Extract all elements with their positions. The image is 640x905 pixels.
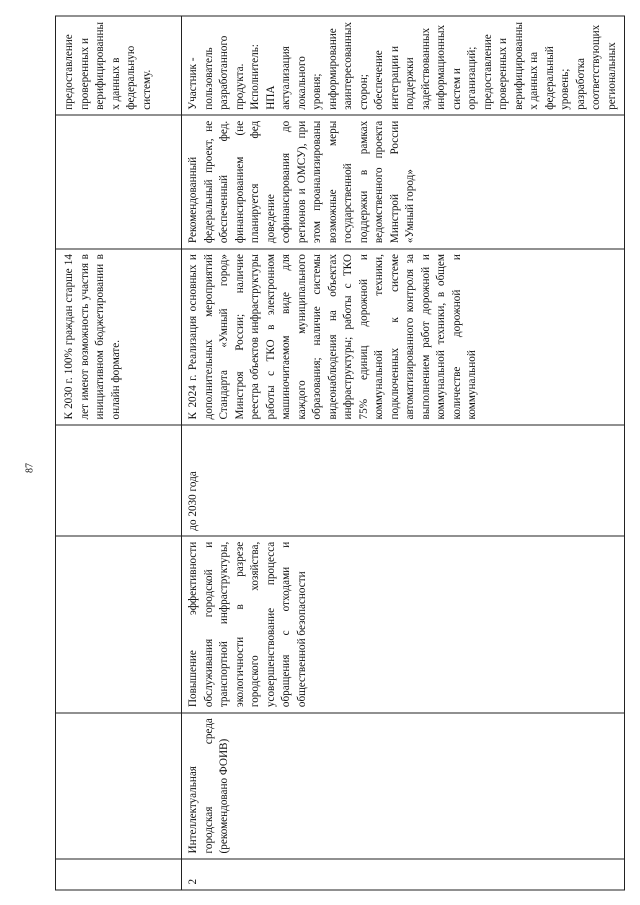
cell-direction [56,712,182,858]
table-row [182,16,625,890]
cell-goal: Повышение эффективности обслуживания городской и транспортной инфраструктуры, экологичности в разрезе городского хозяйства, усовершенствование процесса обращения с отходами и общественной безопасности [182,536,625,712]
cell-deadline: до 2030 года [182,424,625,535]
cell-goal [56,536,182,712]
page-number: 87 [24,463,36,473]
cell-num [56,858,182,889]
cell-indicators: К 2030 г. 100% граждан старше 14 лет имеют возможность участия в инициативном бюджетировании в онлайн формате. [56,248,182,424]
cell-direction: Интеллектуальная городская среда (рекомендовано ФОИВ) [182,712,625,858]
cell-financing [56,115,182,248]
cell-deadline [56,424,182,535]
cell-indicators: К 2024 г. Реализация основных и дополнительных мероприятий Стандарта «Умный город» Минстроя России; наличие реестра объектов инфраструктуры работы с ТКО в электронном машиночитаемом виде для каждого муниципального образования; наличие системы видеонаблюдения на объектах инфраструктуры; работы с ТКО 75% единиц дорожной и коммунальной техники, подключенных к системе автоматизированного контроля за выполнением работ дорожной и коммунальной техники, в общем количестве дорожной и коммунальной [182,248,625,424]
cell-num: 2 [182,858,625,889]
cell-participant: предоставление проверенных и верифицированных данных в федеральную систему. [56,16,182,115]
cell-financing: Рекомендованный федеральный проект, не обеспеченный фед. финансированием (не планируется фед доведение софинансирования до регионов и ОМСУ), при этом проанализированы возможные меры государственной поддержки в рамках ведомственного проекта Минстрой России «Умный город» [182,115,625,248]
table-row [56,16,182,890]
cell-participant: Участник - пользователь разработанного продукта. Исполнитель: НПА актуализация локального уровня; информирование заинтересованных сторон; обеспечение интеграции и поддержки задействованных информационных систем и организаций; предоставление проверенных и верифицированных данных на федеральный уровень; разработка соответствующих региональных [182,16,625,115]
rotated-table-wrapper [55,15,618,890]
measures-table [55,15,625,890]
